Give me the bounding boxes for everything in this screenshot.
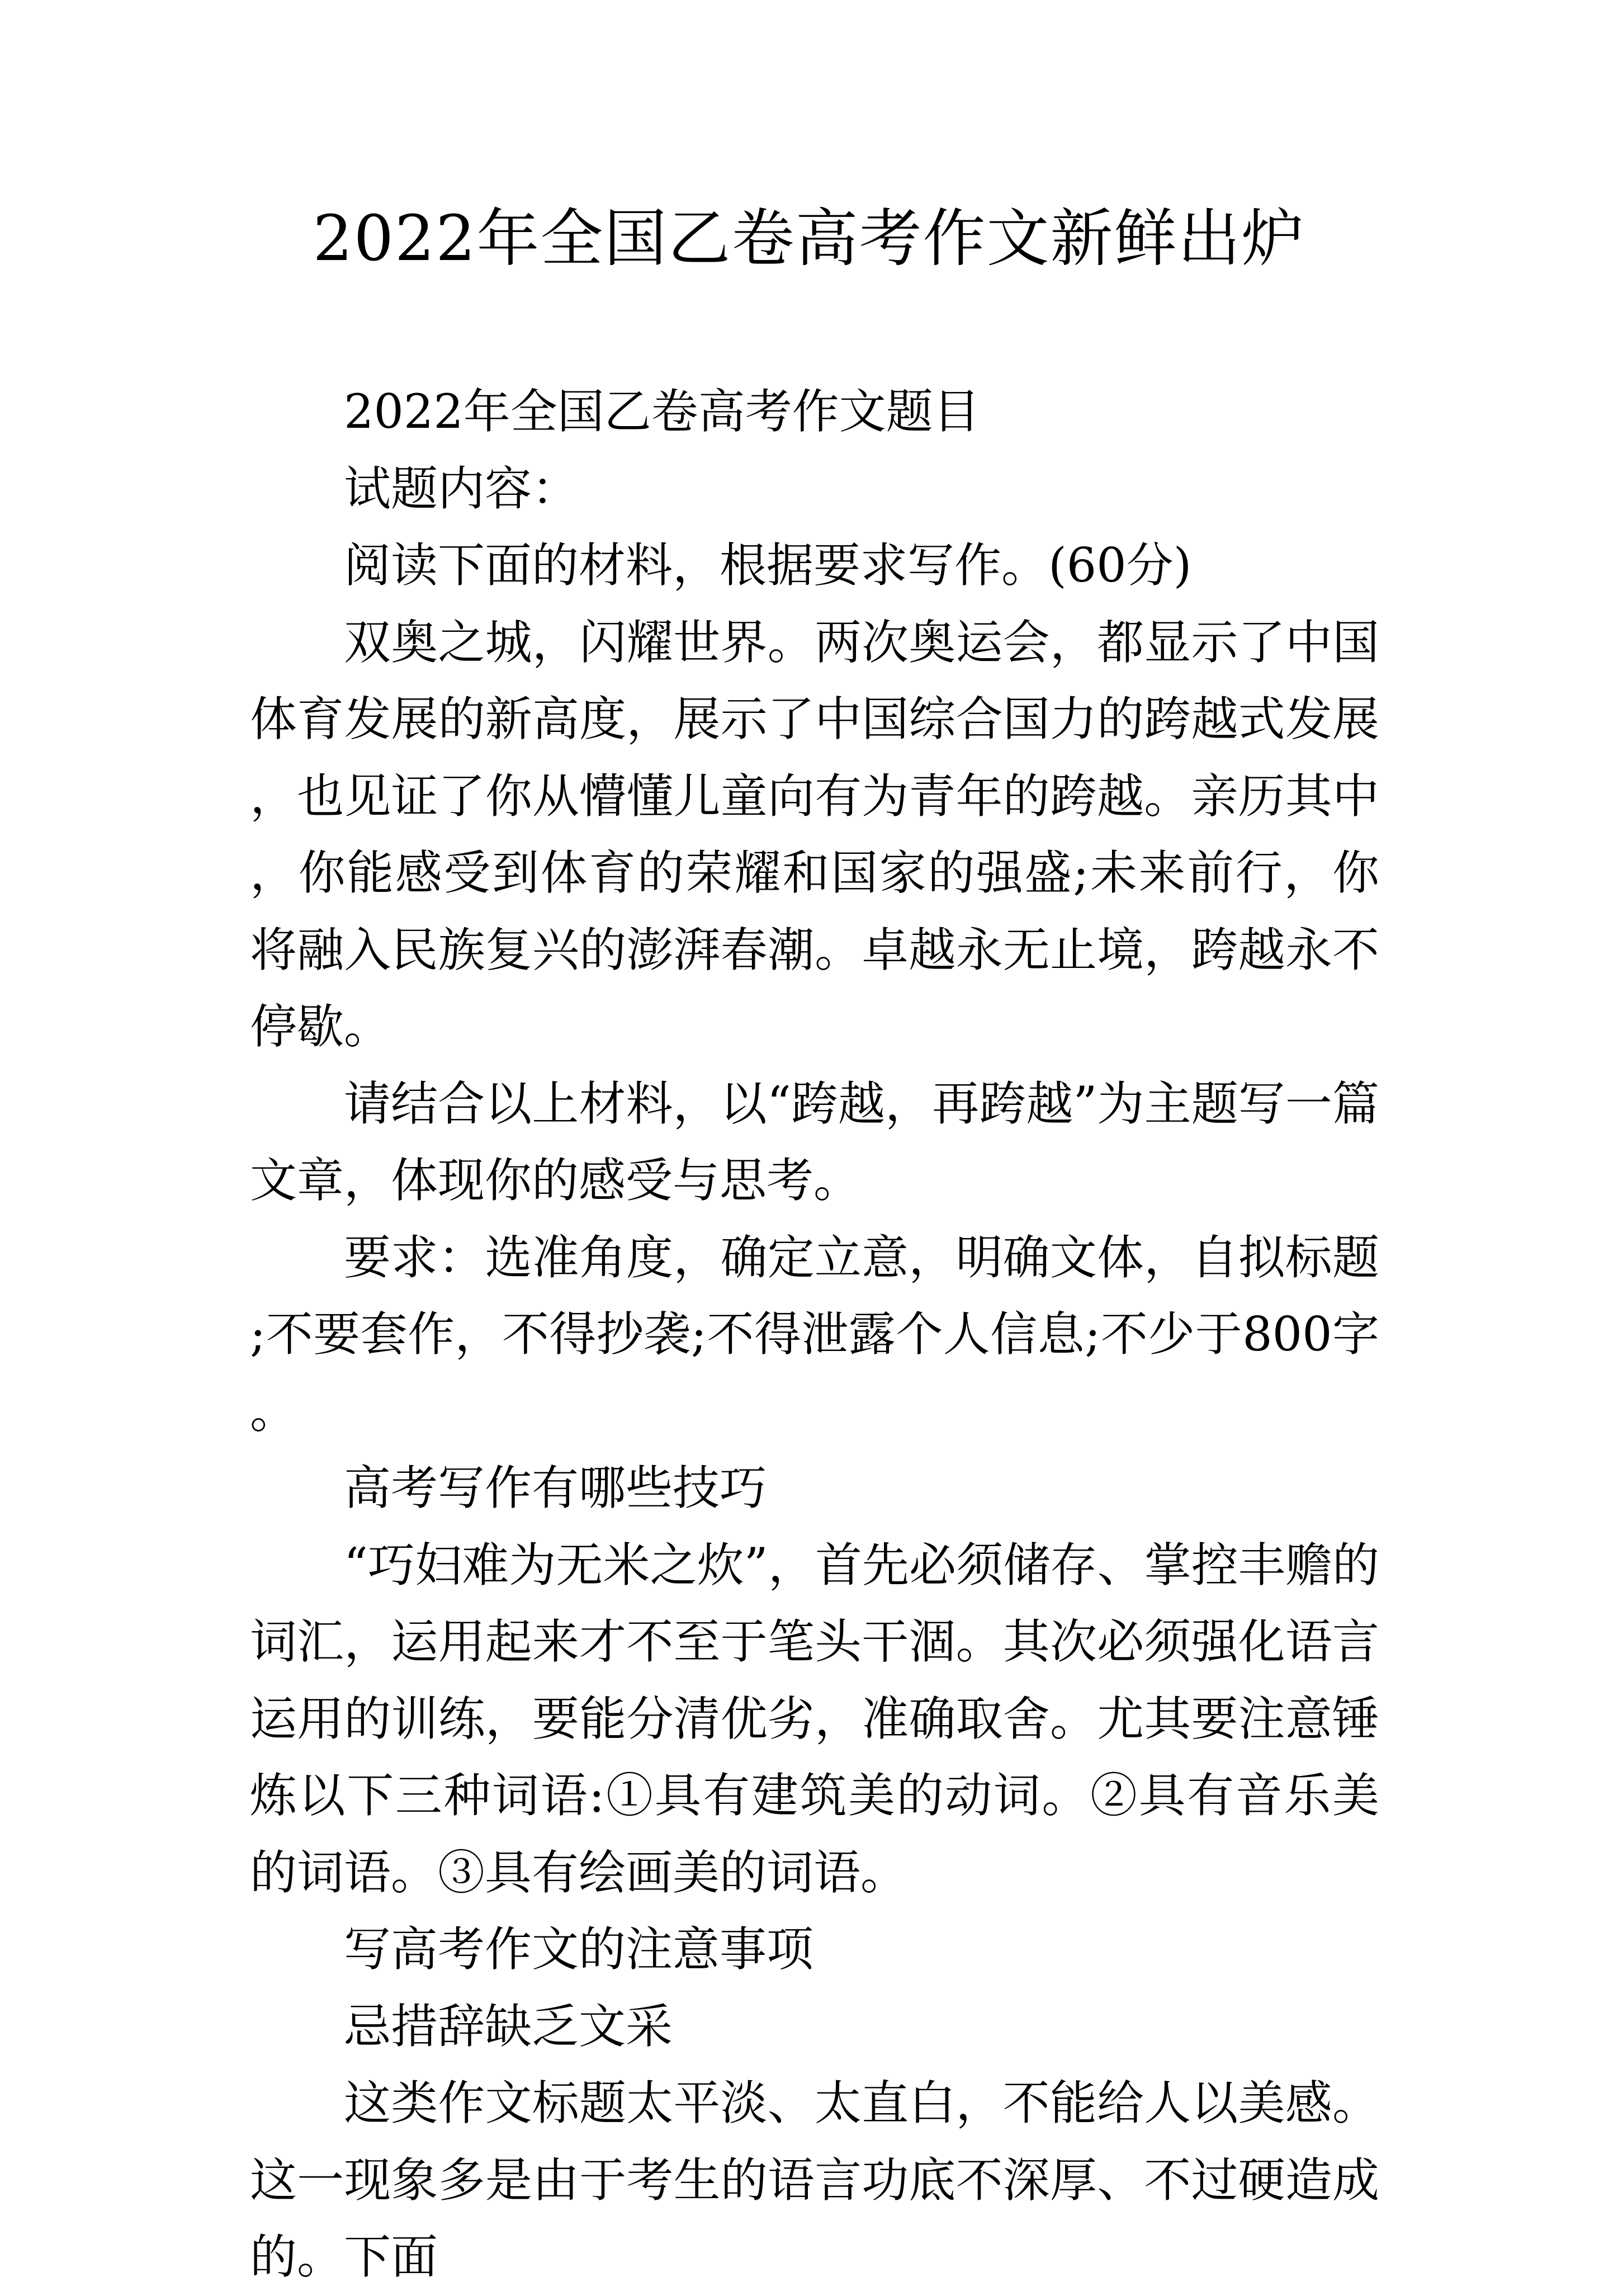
paragraph-tips-heading: 高考写作有哪些技巧 — [344, 1461, 767, 1515]
paragraph-requirements: 要求：选准角度，确定立意，明确文体，自拟标题;不要套作，不得抄袭;不得泄露个人信息;不少于800字。 — [250, 1230, 1379, 1439]
paragraph-material: 双奥之城，闪耀世界。两次奥运会，都显示了中国体育发展的新高度，展示了中国综合国力的跨越式发展，也见证了你从懵懂儿童向有为青年的跨越。亲历其中，你能感受到体育的荣耀和国家的强盛;未来前行，你将融入民族复兴的澎湃春潮。卓越永无止境，跨越永不停歇。 — [250, 615, 1379, 1054]
paragraph-tips-body: “巧妇难为无米之炊”，首先必须储存、掌控丰赡的词汇，运用起来才不至于笔头干涸。其次必须强化语言运用的训练，要能分清优劣，准确取舍。尤其要注意锤炼以下三种词语:①具有建筑美的动词。②具有音乐美的词语。③具有绘画美的词语。 — [250, 1537, 1379, 1900]
paragraph-notes-subheading: 忌措辞缺乏文采 — [344, 1999, 673, 2054]
paragraph-question-label: 试题内容： — [344, 461, 579, 516]
document-body — [250, 374, 1379, 2296]
document-title: 2022年全国乙卷高考作文新鲜出炉 — [313, 202, 1305, 275]
paragraph-task: 请结合以上材料，以“跨越，再跨越”为主题写一篇文章，体现你的感受与思考。 — [250, 1076, 1379, 1208]
paragraph-instruction: 阅读下面的材料，根据要求写作。(60分) — [344, 538, 1192, 593]
paragraph-notes-body: 这类作文标题太平淡、太直白，不能给人以美感。这一现象多是由于考生的语言功底不深厚、不过硬造成的。下面 — [250, 2076, 1379, 2284]
paragraph-notes-heading: 写高考作文的注意事项 — [344, 1922, 814, 1977]
paragraph-exam-heading: 2022年全国乙卷高考作文题目 — [344, 384, 980, 439]
